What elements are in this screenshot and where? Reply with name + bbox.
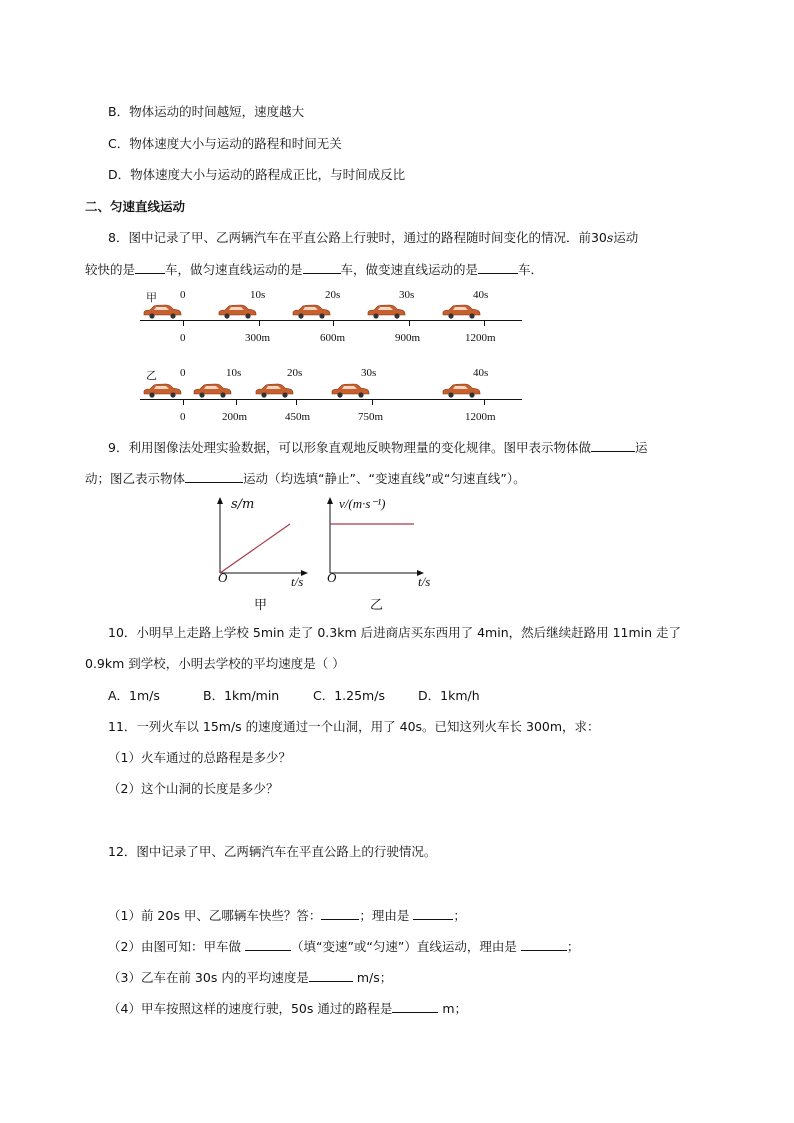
car-icon	[441, 382, 481, 398]
option-c: C．物体速度大小与运动的路程和时间无关	[108, 136, 342, 151]
q10-option-d: D．1km/h	[418, 688, 480, 703]
tick	[296, 399, 297, 405]
q12-sub2	[108, 938, 579, 955]
q8-blank-1[interactable]	[135, 261, 165, 274]
jia-dist-0: 0	[180, 332, 186, 344]
q11-sub2: （2）这个山洞的长度是多少？	[108, 781, 279, 796]
graph-jia-xlabel: t/s	[291, 574, 304, 589]
graph-yi-origin: O	[327, 570, 337, 585]
car-icon	[441, 303, 481, 319]
q12-text: ；理由是	[359, 908, 410, 923]
q12-text: ；	[566, 939, 580, 954]
yi-dist-750: 750m	[358, 411, 384, 423]
option-d: D．物体速度大小与运动的路程成正比，与时间成反比	[108, 167, 406, 182]
q12-blank-3[interactable]	[245, 938, 291, 951]
q9-line2	[85, 470, 526, 487]
q12-text: （1）前 20s 甲、乙哪辆车快些？答：	[108, 908, 322, 923]
q10-option-a: A．1m/s	[108, 688, 160, 703]
yi-time-0: 0	[180, 367, 186, 379]
jia-time-20: 20s	[325, 289, 341, 301]
q12-text: （填“变速”或“匀速”）直线运动，理由是	[290, 939, 517, 954]
yi-time-30: 30s	[361, 367, 377, 379]
jia-label: 甲	[146, 291, 157, 304]
q11-line1: 11．一列火车以 15m/s 的速度通过一个山洞，用了 40s。已知这列火车长 300m，求：	[108, 719, 600, 734]
q9-blank-2[interactable]	[185, 470, 243, 483]
q12-text: （4）甲车按照这样的速度行驶，50s 通过的路程是	[108, 1001, 393, 1016]
q11-sub1: （1）火车通过的总路程是多少？	[108, 750, 291, 765]
graph-jia-ylabel: s/m	[231, 497, 255, 512]
q12-text: ；	[453, 908, 466, 923]
yi-dist-200: 200m	[222, 411, 248, 423]
q8-line2	[85, 261, 543, 278]
tick	[372, 399, 373, 405]
jia-road-line	[140, 320, 522, 321]
graph-jia-origin: O	[218, 570, 228, 585]
tick	[183, 320, 184, 326]
jia-time-0: 0	[180, 289, 186, 301]
graph-jia-caption: 甲	[254, 598, 268, 613]
q12-blank-6[interactable]	[392, 1000, 438, 1013]
car-icon	[254, 382, 294, 398]
yi-dist-1200: 1200m	[465, 411, 496, 423]
jia-time-40: 40s	[473, 289, 489, 301]
q12-blank-4[interactable]	[521, 938, 567, 951]
q12-sub3	[108, 969, 392, 986]
jia-time-30: 30s	[399, 289, 415, 301]
q12-blank-5[interactable]	[309, 969, 353, 982]
q12-blank-2[interactable]	[413, 907, 453, 920]
option-b: B．物体运动的时间越短，速度越大	[108, 104, 305, 119]
car-icon	[291, 303, 331, 319]
q9-line1	[108, 439, 647, 456]
yi-time-40: 40s	[473, 367, 489, 379]
q10-line2: 0.9km 到学校，小明去学校的平均速度是（ ）	[85, 656, 345, 671]
q8-number: 30	[590, 230, 607, 245]
car-icon	[192, 382, 232, 398]
q10-line1: 10．小明早上走路上学校 5min 走了 0.3km 后进商店买东西用了 4min，然后继续赶路用 11min 走了	[108, 625, 682, 640]
tick	[484, 320, 485, 326]
tick	[409, 320, 410, 326]
car-icon	[142, 303, 182, 319]
tick	[333, 320, 334, 326]
q12-line1: 12．图中记录了甲、乙两辆汽车在平直公路上的行驶情况。	[108, 844, 437, 859]
q8-blank-2[interactable]	[303, 261, 341, 274]
q8-text: 车，做匀速直线运动的是	[165, 262, 303, 277]
graph-yi-xlabel: t/s	[418, 574, 431, 589]
car-icon	[142, 382, 182, 398]
q8-unit-s: s	[606, 230, 614, 245]
q10-option-b: B．1km/min	[203, 688, 280, 703]
q8-text: 8．图中记录了甲、乙两辆汽车在平直公路上行驶时，通过的路程随时间变化的情况．前	[108, 230, 591, 245]
yi-time-20: 20s	[287, 367, 303, 379]
q12-text: m；	[442, 1001, 468, 1016]
tick	[236, 399, 237, 405]
graph-yi-caption: 乙	[370, 598, 384, 613]
yi-road-line	[140, 399, 522, 400]
s-t-line	[220, 524, 290, 573]
jia-dist-900: 900m	[395, 332, 421, 344]
car-icon	[330, 382, 370, 398]
q12-text: （2）由图可知：甲车做	[108, 939, 241, 954]
yi-time-10: 10s	[226, 367, 242, 379]
car-icon	[217, 303, 257, 319]
q9-text: 9．利用图像法处理实验数据，可以形象直观地反映物理量的变化规律。图甲表示物体做	[108, 440, 591, 455]
q9-text: 运动（均选填“静止”、“变速直线”或“匀速直线”）。	[243, 471, 526, 486]
yi-label: 乙	[146, 369, 157, 382]
q9-blank-1[interactable]	[591, 439, 635, 452]
jia-dist-300: 300m	[245, 332, 271, 344]
jia-dist-1200: 1200m	[465, 332, 496, 344]
q8-text: 车，做变速直线运动的是	[340, 262, 479, 277]
q8-text: 运动	[613, 230, 639, 245]
q8-text: 车．	[518, 262, 544, 277]
tick	[259, 320, 260, 326]
q8-blank-3[interactable]	[478, 261, 518, 274]
q10-option-c: C．1.25m/s	[313, 688, 385, 703]
q12-text: （3）乙车在前 30s 内的平均速度是	[108, 970, 309, 985]
car-icon	[366, 303, 406, 319]
arrow-up-icon	[327, 497, 333, 504]
q12-text: m/s；	[356, 970, 393, 985]
q8-text: 较快的是	[85, 262, 136, 277]
arrow-up-icon	[217, 497, 223, 504]
graph-jia	[200, 495, 310, 580]
q9-text: 动；图乙表示物体	[85, 471, 186, 486]
yi-dist-450: 450m	[285, 411, 311, 423]
tick	[484, 399, 485, 405]
q9-text: 运	[634, 440, 648, 455]
graph-yi-ylabel: v/(m·s⁻¹)	[339, 496, 386, 511]
q12-sub4	[108, 1000, 467, 1017]
q8-line1	[108, 230, 638, 246]
jia-dist-600: 600m	[320, 332, 346, 344]
q12-sub1	[108, 907, 466, 924]
q12-blank-1[interactable]	[321, 907, 359, 920]
tick	[183, 399, 184, 405]
jia-time-10: 10s	[250, 289, 266, 301]
yi-dist-0: 0	[180, 411, 186, 423]
section-title: 二、匀速直线运动	[85, 199, 186, 214]
